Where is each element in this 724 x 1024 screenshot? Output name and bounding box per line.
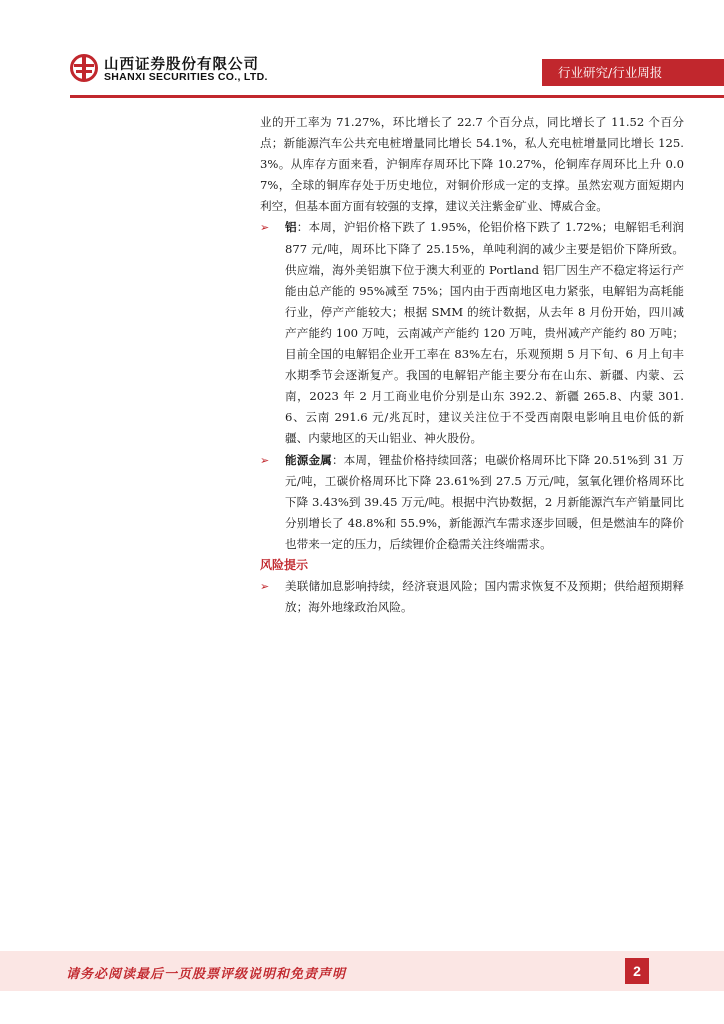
company-name-en: SHANXI SECURITIES CO., LTD. <box>104 71 268 83</box>
risk-bullet <box>260 576 684 618</box>
energy-metals-bullet <box>260 450 684 555</box>
page-number: 2 <box>625 958 649 984</box>
page-header <box>0 0 724 110</box>
risk-text: 美联储加息影响持续，经济衰退风险；国内需求恢复不及预期；供给超预期释放；海外地缘政治风险。 <box>285 579 684 615</box>
company-logo-icon <box>70 54 98 82</box>
arrow-bullet-icon: ➢ <box>260 221 270 235</box>
energy-metals-text: ：本周，锂盐价格持续回落；电碳价格周环比下降 20.51%到 31 万元/吨，工碳价格周环比下降 23.61%到 27.5 万元/吨，氢氧化锂价格周环比下降 3.43%到 39.45 万元/吨。根据中汽协数据，2 月新能源汽车产销量同比分别增长了 48.8%和 55.9%，新能源汽车需求逐步回暖，但是燃油车的降价也带来一定的压力，后续锂价企稳需关注终端需求。 <box>285 452 684 551</box>
risk-heading: 风险提示 <box>260 557 309 572</box>
aluminum-text: ：本周，沪铝价格下跌了 1.95%，伦铝价格下跌了 1.72%；电解铝毛利润 877 元/吨，周环比下降了 25.15%，单吨利润的减少主要是铝价下降所致。供应端，海外美铝旗下位于澳大利亚的 Portland 铝厂因生产不稳定将运行产能由总产能的 95%减至 75%；国内由于西南地区电力紧张，电解铝为高耗能行业，停产产能较大；根据 SMM 的统计数据，从去年 8 月份开始，四川减产产能约 100 万吨，云南减产产能约 120 万吨，贵州减产产能约 80 万吨；目前全国的电解铝企业开工率在 83%左右，乐观预期 5 月下旬、6 月上旬丰水期季节会逐渐复产。我国的电解铝产能主要分布在山东、新疆、内蒙、云南，2023 年 2 月工商业电价分别是山东 392.2、新疆 265.8、内蒙 301.6、云南 291.6 元/兆瓦时，建议关注位于不受西南限电影响且电价低的新疆、内蒙地区的天山铝业、神火股份。 <box>285 220 684 446</box>
energy-metals-lead: 能源金属 <box>285 452 332 467</box>
arrow-bullet-icon: ➢ <box>260 453 270 467</box>
header-divider <box>70 95 724 98</box>
report-body <box>260 112 684 618</box>
arrow-bullet-icon: ➢ <box>260 580 270 594</box>
aluminum-bullet <box>260 217 684 449</box>
copper-paragraph-continued: 业的开工率为 71.27%，环比增长了 22.7 个百分点，同比增长了 11.52 个百分点；新能源汽车公共充电桩增量同比增长 54.1%，私人充电桩增量同比增长 125.3%。从库存方面来看，沪铜库存周环比下降 10.27%，伦铜库存周环比上升 0.07%，全球的铜库存处于历史地位，对铜价形成一定的支撑。虽然宏观方面短期内利空，但基本面方面有较强的支撑，建议关注紫金矿业、博威合金。 <box>260 115 684 214</box>
report-type-tab: 行业研究/行业周报 <box>542 59 724 86</box>
company-name-cn: 山西证券股份有限公司 <box>104 57 259 73</box>
footer-disclaimer-notice: 请务必阅读最后一页股票评级说明和免责声明 <box>66 967 347 982</box>
aluminum-lead: 铝 <box>285 220 297 235</box>
